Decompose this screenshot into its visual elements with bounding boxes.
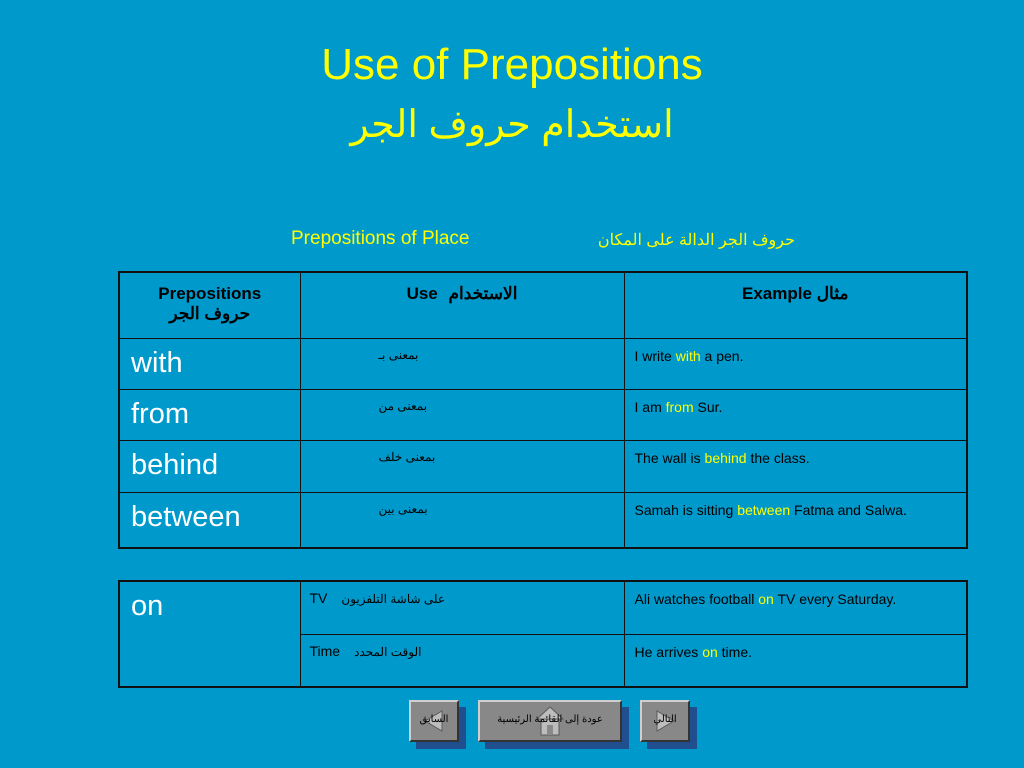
slide-title: Use of Prepositions [321,40,703,89]
preposition-cell: with [119,338,300,389]
example-text: TV every Saturday. [773,591,897,607]
use-text: بمعنى بـ [378,347,419,362]
example-cell [624,492,967,548]
header-use-en: Use [406,284,438,303]
header-prepositions-ar: حروف الجر [169,304,251,323]
section-subtitle: Prepositions of Place [291,228,470,249]
example-highlight: on [702,643,718,660]
example-text: The wall is [634,449,705,466]
header-example-en: Example [742,284,812,303]
example-cell [624,389,967,440]
example-text: He arrives [634,643,703,660]
home-label: عودة إلى القائمة الرئيسية [497,714,603,725]
example-text: Fatma and Salwa. [790,501,907,518]
example-text: I write [634,347,676,364]
use-text-en: Time [309,642,341,659]
example-text: Ali watches football [634,591,759,607]
table-row [119,389,967,440]
header-example [624,272,967,338]
use-text-ar: على شاشة التلفزيون [341,592,446,606]
example-highlight: behind [704,449,747,466]
preposition-cell: behind [119,440,300,492]
previous-button[interactable] [409,700,459,742]
use-cell [300,492,624,548]
header-example-ar: مثال [816,284,849,303]
example-cell [624,440,967,492]
use-text-en: TV [309,590,328,606]
header-prepositions-en: Prepositions [158,284,262,303]
previous-label: السابق [419,714,449,725]
example-highlight: with [675,347,701,364]
example-text: the class. [746,449,810,466]
example-cell [624,581,967,634]
home-button[interactable] [478,700,622,742]
next-label: التالي [653,714,677,725]
example-text: time. [717,643,752,660]
use-text: بمعنى بين [378,501,428,516]
use-cell [300,634,624,687]
on-preposition-table [118,580,968,688]
use-cell [300,581,624,634]
example-cell [624,338,967,389]
preposition-cell: from [119,389,300,440]
example-highlight: between [737,501,791,518]
use-text: بمعنى خلف [378,449,436,464]
example-highlight: from [665,398,694,415]
example-text: I am [634,398,666,415]
table-row [119,492,967,548]
table-row [119,581,967,634]
section-subtitle-arabic: حروف الجر الدالة على المكان [597,232,795,249]
next-button[interactable] [640,700,690,742]
preposition-cell: on [119,581,300,687]
header-use-ar: الاستخدام [448,284,518,303]
header-prepositions [119,272,300,338]
use-cell [300,440,624,492]
table-header-row [119,272,967,338]
example-text: a pen. [700,347,744,364]
header-use [300,272,624,338]
prepositions-table [118,271,968,549]
example-highlight: on [758,591,774,607]
example-text: Sur. [693,398,723,415]
preposition-cell: between [119,492,300,548]
example-cell [624,634,967,687]
table-row [119,338,967,389]
use-cell [300,389,624,440]
table-row [119,440,967,492]
use-text: بمعنى من [378,398,428,413]
use-cell [300,338,624,389]
slide-title-arabic: استخدام حروف الجر [350,104,674,146]
use-text-ar: الوقت المحدد [354,644,422,659]
example-text: Samah is sitting [634,501,738,518]
